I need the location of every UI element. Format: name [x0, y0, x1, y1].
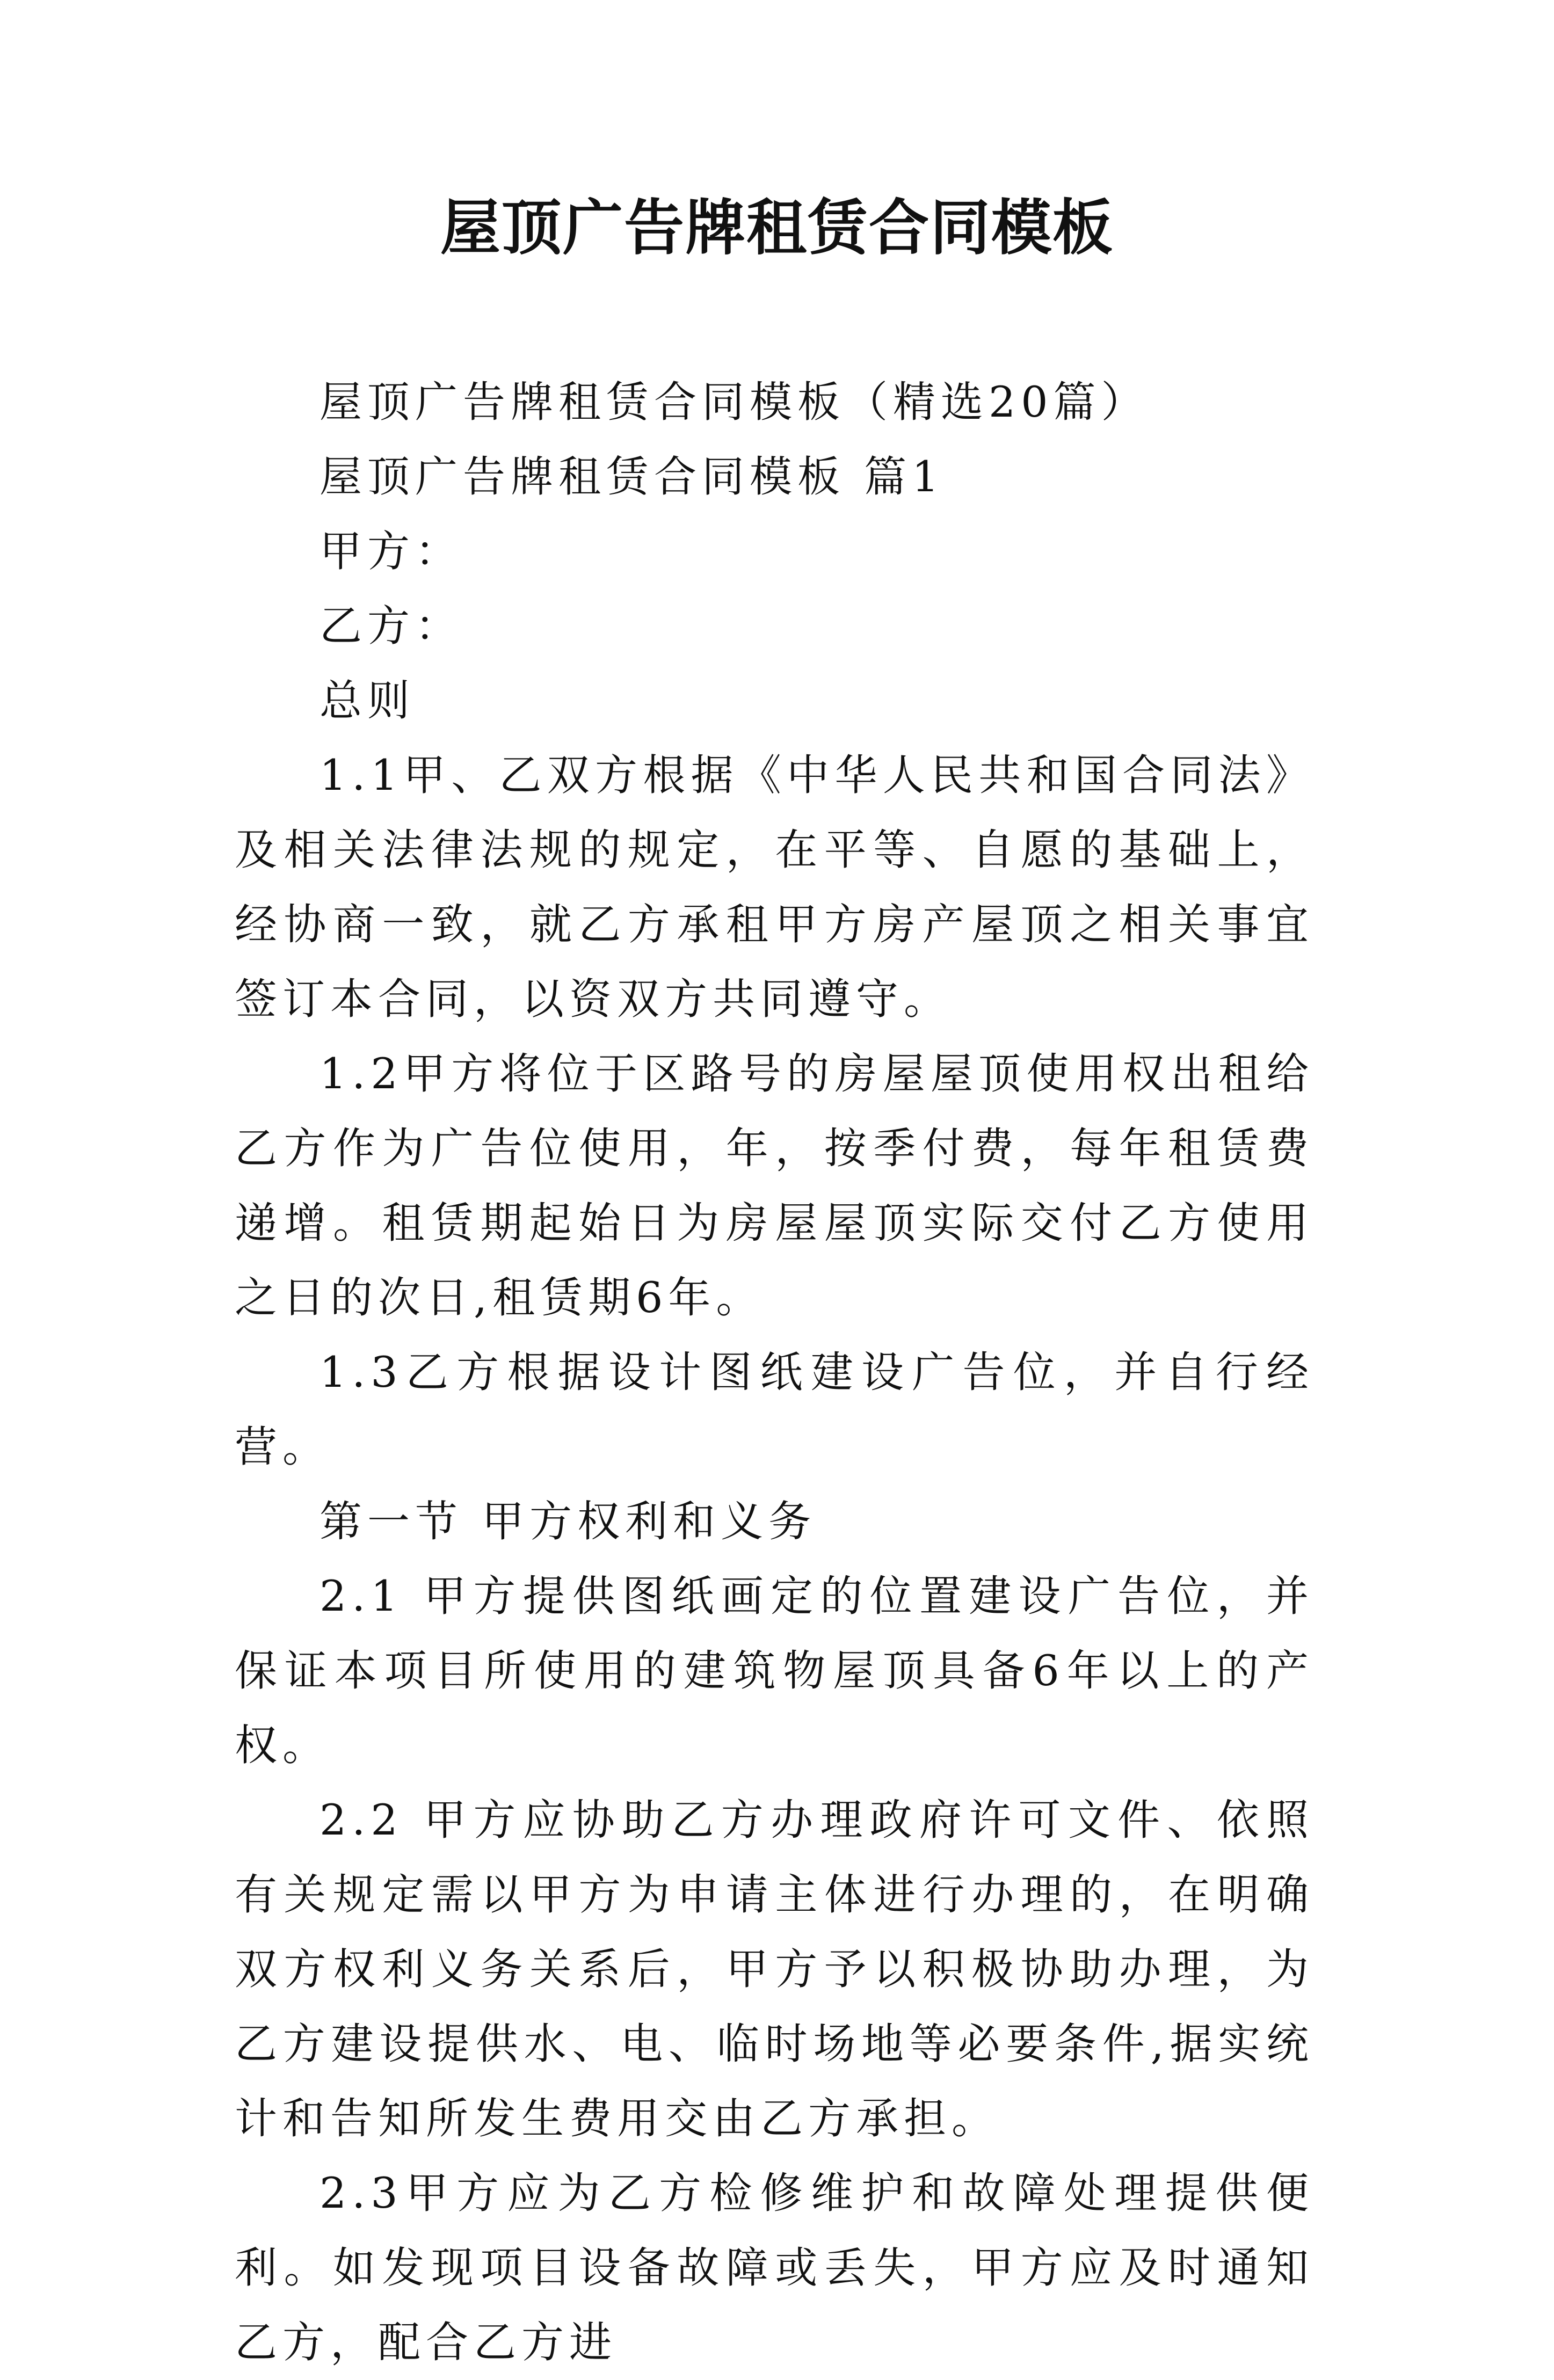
clause-2-1: 2.1 甲方提供图纸画定的位置建设广告位，并保证本项目所使用的建筑物屋顶具备6年以上的产权。 — [235, 1571, 1314, 1770]
clause-2-2: 2.2 甲方应协助乙方办理政府许可文件、依照有关规定需以甲方为申请主体进行办理的，在明确双方权利义务关系后，甲方予以积极协助办理，为乙方建设提供水、电、临时场地等必要条件,据实统计和告知所发生费用交由乙方承担。 — [235, 1795, 1314, 2143]
clause-1-1: 1.1甲、乙双方根据《中华人民共和国合同法》及相关法律法规的规定，在平等、自愿的基础上，经协商一致，就乙方承租甲方房产屋顶之相关事宜签订本合同，以资双方共同遵守。 — [235, 751, 1314, 1024]
subtitle-paragraph: 屋顶广告牌租赁合同模板（精选20篇） — [319, 377, 1149, 427]
general-provisions-heading: 总则 — [319, 676, 415, 725]
party-b-line: 乙方： — [319, 601, 463, 651]
section-heading: 屋顶广告牌租赁合同模板 篇1 — [319, 452, 945, 501]
clause-1-3: 1.3乙方根据设计图纸建设广告位，并自行经营。 — [235, 1348, 1314, 1472]
document-title: 屋顶广告牌租赁合同模板 — [440, 193, 1114, 263]
document-body — [235, 365, 1314, 2380]
party-a-line: 甲方： — [319, 527, 463, 576]
section-1-heading: 第一节 甲方权利和义务 — [319, 1497, 817, 1546]
clause-1-2: 1.2甲方将位于区路号的房屋屋顶使用权出租给乙方作为广告位使用，年，按季付费，每年租赁费递增。租赁期起始日为房屋屋顶实际交付乙方使用之日的次日,租赁期6年。 — [235, 1049, 1314, 1322]
clause-2-3: 2.3甲方应为乙方检修维护和故障处理提供便利。如发现项目设备故障或丢失，甲方应及时通知乙方，配合乙方进 — [235, 2168, 1314, 2367]
